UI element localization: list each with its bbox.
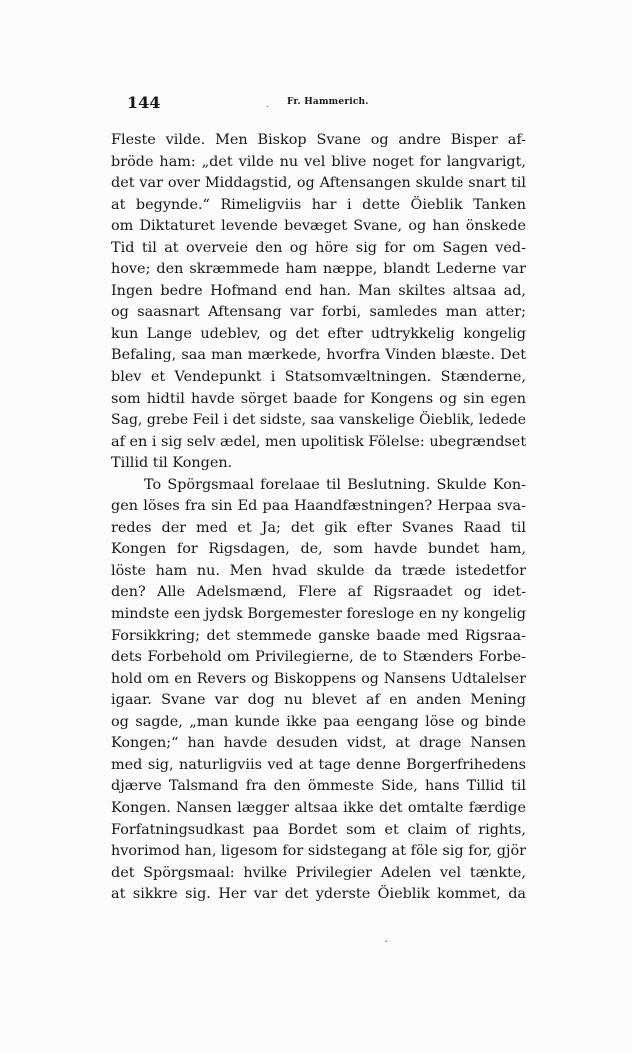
text-line: og sagde, „man kunde ikke paa eengang löse og binde xyxy=(111,713,526,730)
text-line: gen löses fra sin Ed paa Haandfæstningen? Herpaa sva- xyxy=(111,498,526,515)
text-line: Tid til at overveie den og höre sig for om Sagen ved- xyxy=(111,239,526,256)
text-line: med sig, naturligviis ved at tage denne Borgerfrihedens xyxy=(111,756,526,773)
text-line: og saasnart Aftensang var forbi, samledes man atter; xyxy=(111,304,526,321)
text-line: mindste een jydsk Borgemester foresloge en ny kongelig xyxy=(111,606,526,623)
text-line: löste ham nu. Men hvad skulde da træde istedetfor xyxy=(111,562,526,579)
text-line: som hidtil havde sörget baade for Kongens og sin egen xyxy=(111,390,526,407)
text-line: af en i sig selv ædel, men upolitisk Fölelse: ubegrændset xyxy=(111,433,526,450)
page-header xyxy=(111,93,526,115)
text-line: igaar. Svane var dog nu blevet af en anden Mening xyxy=(111,692,526,709)
text-line: Kongen;“ han havde desuden vidst, at drage Nansen xyxy=(111,735,526,752)
text-line: Sag, grebe Feil i det sidste, saa vanskelige Öieblik, ledede xyxy=(111,412,526,429)
paragraph-end-line: Tillid til Kongen. xyxy=(111,455,233,472)
text-line: blev et Vendepunkt i Statsomvæltningen. Stænderne, xyxy=(111,369,526,386)
text-line: kun Lange udeblev, og det efter udtrykkelig kongelig xyxy=(111,325,526,342)
text-line: om Diktaturet levende bevæget Svane, og han önskede xyxy=(111,218,526,235)
text-line: det var over Middagstid, og Aftensangen skulde snart til xyxy=(111,175,526,192)
page-number: 144 xyxy=(127,93,161,112)
text-line: Kongen. Nansen lægger altsaa ikke det omtalte færdige xyxy=(111,799,526,816)
text-line: redes der med et Ja; det gik efter Svanes Raad til xyxy=(111,519,526,536)
text-line: djærve Talsmand fra den ömmeste Side, hans Tillid til xyxy=(111,778,526,795)
text-line: hvorimod han, ligesom for sidstegang at föle sig for, gjör xyxy=(111,843,526,860)
text-line: at begynde.“ Rimeligviis har i dette Öieblik Tanken xyxy=(111,196,526,213)
text-line: den? Alle Adelsmænd, Flere af Rigsraadet og idet- xyxy=(111,584,526,601)
text-line: Befaling, saa man mærkede, hvorfra Vinden blæste. Det xyxy=(111,347,526,364)
text-line: hove; den skræmmede ham næppe, blandt Lederne var xyxy=(111,261,526,278)
text-line: Kongen for Rigsdagen, de, som havde bundet ham, xyxy=(111,541,526,558)
text-line: det Spörgsmaal: hvilke Privilegier Adelen vel tænkte, xyxy=(111,864,526,881)
text-line: Fleste vilde. Men Biskop Svane og andre Bisper af- xyxy=(111,132,526,148)
print-speck: . xyxy=(266,100,269,109)
text-line: bröde ham: „det vilde nu vel blive noget for langvarigt, xyxy=(111,153,526,170)
running-head: Fr. Hammerich. xyxy=(287,97,369,107)
text-line: at sikkre sig. Her var det yderste Öieblik kommet, da xyxy=(111,886,526,903)
body-text xyxy=(111,130,526,906)
text-line: Ingen bedre Hofmand end han. Man skiltes altsaa ad, xyxy=(111,282,526,299)
text-line: Forsikkring; det stemmede ganske baade med Rigsraa- xyxy=(111,627,526,644)
text-line: hold om en Revers og Biskoppens og Nansens Udtalelser xyxy=(111,670,526,687)
text-line: dets Forbehold om Privilegierne, de to Stænders Forbe- xyxy=(111,649,526,666)
print-speck: ˇ xyxy=(384,941,389,951)
paragraph-start-line: To Spörgsmaal forelaae til Beslutning. Skulde Kon- xyxy=(144,476,526,493)
text-line: Forfatningsudkast paa Bordet som et claim of rights, xyxy=(111,821,526,838)
